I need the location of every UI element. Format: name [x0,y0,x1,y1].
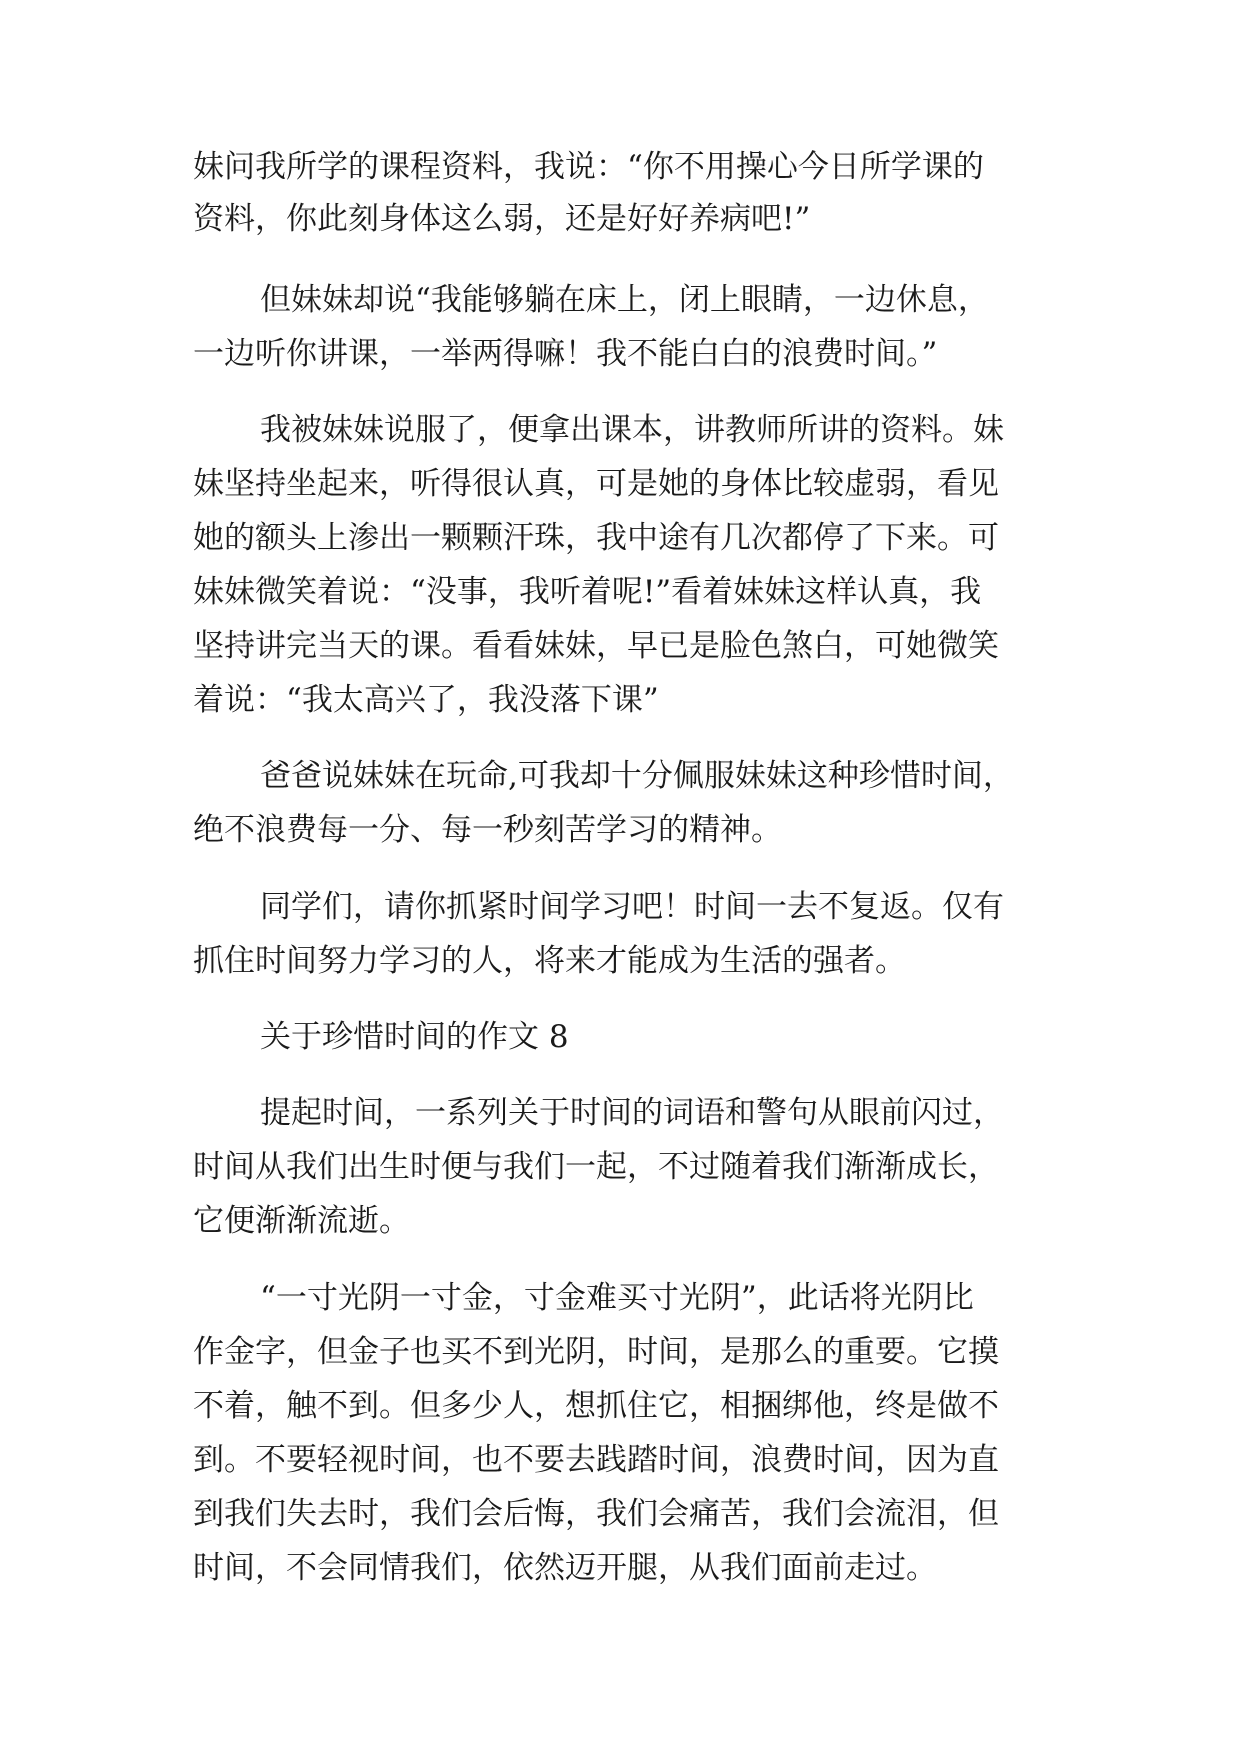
text-line: 它便渐渐流逝。 [193,1203,410,1239]
text-line: 到。不要轻视时间，也不要去践踏时间，浪费时间，因为直 [193,1442,999,1478]
text-line: 时间，不会同情我们，依然迈开腿，从我们面前走过。 [193,1550,937,1586]
text-line: 爸爸说妹妹在玩命,可我却十分佩服妹妹这种珍惜时间， [260,758,1014,794]
text-line: 不着，触不到。但多少人，想抓住它，相捆绑他，终是做不 [193,1388,999,1424]
text-line: 我被妹妹说服了，便拿出课本，讲教师所讲的资料。妹 [260,412,1004,448]
text-line: 资料，你此刻身体这么弱，还是好好养病吧!” [193,201,811,237]
text-line: 一边听你讲课，一举两得嘛！我不能白白的浪费时间。” [193,336,938,372]
text-line: 妹坚持坐起来，听得很认真，可是她的身体比较虚弱，看见 [193,466,999,502]
text-line: 但妹妹却说“我能够躺在床上，闭上眼睛，一边休息， [260,282,989,318]
text-line: 她的额头上渗出一颗颗汗珠，我中途有几次都停了下来。可 [193,520,999,556]
text-line: 时间从我们出生时便与我们一起，不过随着我们渐渐成长， [193,1149,999,1185]
text-line: 抓住时间努力学习的人，将来才能成为生活的强者。 [193,943,906,979]
text-line: 作金字，但金子也买不到光阴，时间，是那么的重要。它摸 [193,1334,999,1370]
text-line: 坚持讲完当天的课。看看妹妹，早已是脸色煞白，可她微笑 [193,628,999,664]
text-line: 提起时间，一系列关于时间的词语和警句从眼前闪过， [260,1095,1004,1131]
text-line: 绝不浪费每一分、每一秒刻苦学习的精神。 [193,812,782,848]
section-heading: 关于珍惜时间的作文 8 [260,1019,569,1055]
text-line: 到我们失去时，我们会后悔，我们会痛苦，我们会流泪，但 [193,1496,999,1532]
text-line: 妹问我所学的课程资料，我说：“你不用操心今日所学课的 [193,149,984,185]
text-line: 妹妹微笑着说：“没事，我听着呢!”看着妹妹这样认真，我 [193,574,982,610]
text-line: 同学们，请你抓紧时间学习吧！时间一去不复返。仅有 [260,889,1004,925]
text-line: 着说：“我太高兴了，我没落下课” [193,682,659,718]
text-line: “一寸光阴一寸金，寸金难买寸光阴”，此话将光阴比 [260,1280,974,1316]
